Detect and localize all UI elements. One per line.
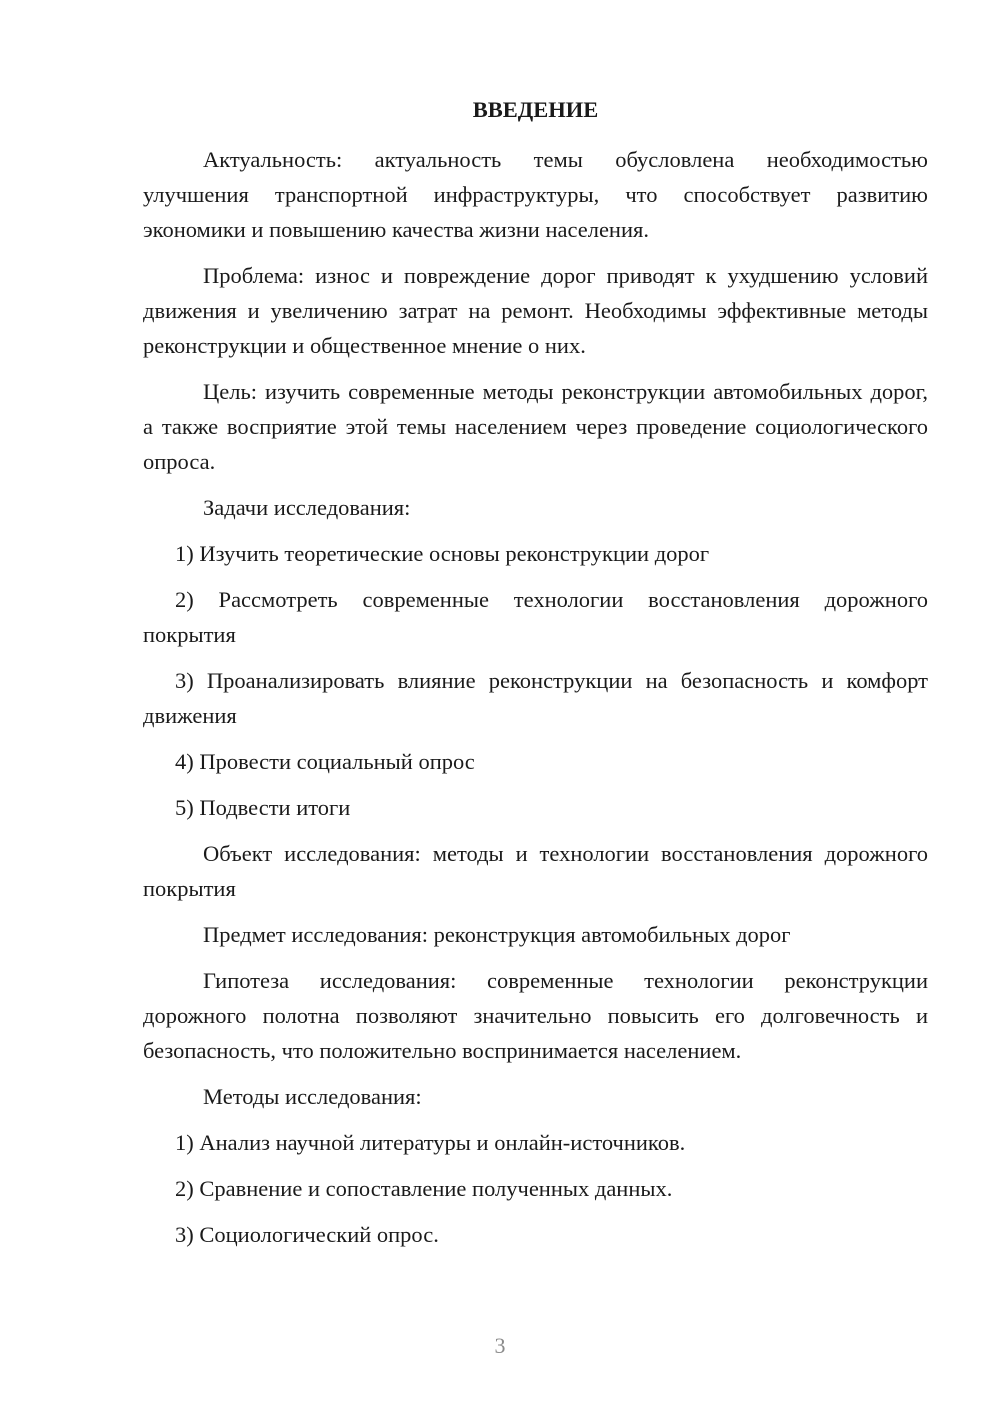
relevance-paragraph: Актуальность: актуальность темы обусловлена необходимостью улучшения транспортной инфраструктуры, что способствует развитию экономики и повышению качества жизни населения. bbox=[143, 147, 928, 242]
page-content bbox=[143, 92, 928, 1263]
goal-paragraph: Цель: изучить современные методы реконструкции автомобильных дорог, а также восприятие этой темы населением через проведение социологического опроса. bbox=[143, 379, 928, 474]
methods-heading: Методы исследования: bbox=[203, 1084, 422, 1109]
task-item-3: 3) Проанализировать влияние реконструкции на безопасность и комфорт движения bbox=[143, 668, 928, 728]
method-item-3: 3) Социологический опрос. bbox=[175, 1222, 439, 1247]
method-item-2: 2) Сравнение и сопоставление полученных данных. bbox=[175, 1176, 673, 1201]
task-item-2: 2) Рассмотреть современные технологии восстановления дорожного покрытия bbox=[143, 587, 928, 647]
subject-paragraph: Предмет исследования: реконструкция автомобильных дорог bbox=[203, 922, 791, 947]
object-paragraph: Объект исследования: методы и технологии восстановления дорожного покрытия bbox=[143, 841, 928, 901]
task-item-1: 1) Изучить теоретические основы реконструкции дорог bbox=[175, 541, 710, 566]
hypothesis-paragraph: Гипотеза исследования: современные технологии реконструкции дорожного полотна позволяют значительно повысить его долговечность и безопасность, что положительно воспринимается населением. bbox=[143, 968, 928, 1063]
task-item-5: 5) Подвести итоги bbox=[175, 795, 351, 820]
page-title: ВВЕДЕНИЕ bbox=[472, 97, 599, 122]
task-item-4: 4) Провести социальный опрос bbox=[175, 749, 475, 774]
problem-paragraph: Проблема: износ и повреждение дорог приводят к ухудшению условий движения и увеличению затрат на ремонт. Необходимы эффективные методы реконструкции и общественное мнение о них. bbox=[143, 263, 928, 358]
tasks-heading: Задачи исследования: bbox=[203, 495, 411, 520]
page-number: 3 bbox=[494, 1333, 506, 1358]
method-item-1: 1) Анализ научной литературы и онлайн-источников. bbox=[175, 1130, 686, 1155]
